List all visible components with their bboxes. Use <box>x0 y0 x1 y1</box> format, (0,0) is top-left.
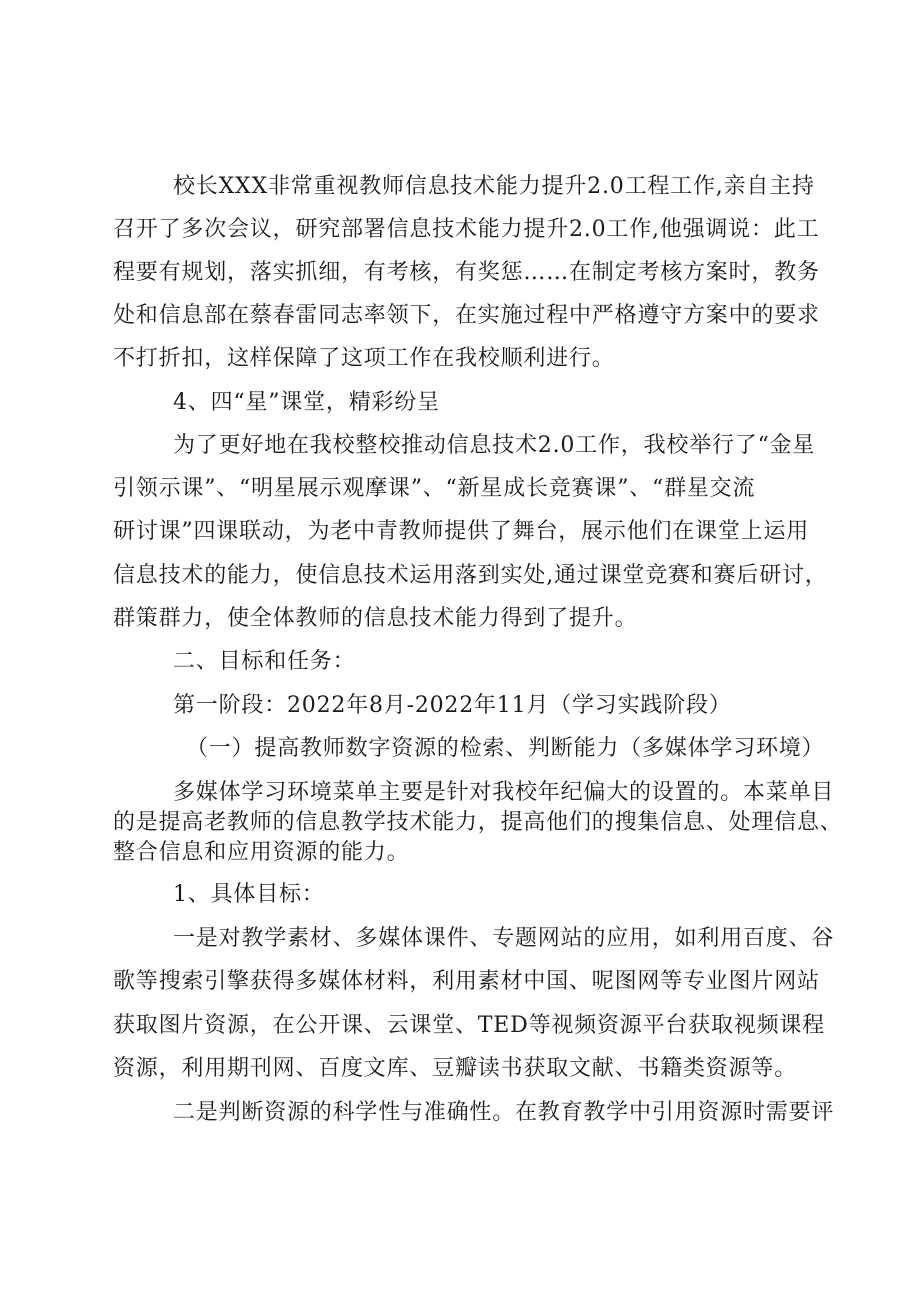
subsection-heading: （一）提高教师数字资源的检索、判断能力（多媒体学习环境） <box>186 736 825 761</box>
section-heading: 4、四“星”课堂，精彩纷呈 <box>173 390 440 415</box>
paragraph-line: 研讨课”四课联动，为老中青教师提供了舞台，展示他们在课堂上运用 <box>113 519 810 544</box>
section-heading: 二、目标和任务： <box>173 649 356 674</box>
section-heading: 1、具体目标： <box>173 882 325 907</box>
phase-line: 第一阶段：2022年8月-2022年11月（学习实践阶段） <box>173 693 732 718</box>
paragraph-line: 群策群力，使全体教师的信息技术能力得到了提升。 <box>113 606 638 631</box>
paragraph-line: 引领示课”、“明星展示观摩课”、“新星成长竞赛课”、“群星交流 <box>113 476 756 501</box>
paragraph-line: 信息技术的能力，使信息技术运用落到实处,通过课堂竞赛和赛后研讨， <box>113 563 828 588</box>
paragraph-line: 一是对教学素材、多媒体课件、专题网站的应用，如利用百度、谷 <box>173 926 835 951</box>
paragraph-line: 为了更好地在我校整校推动信息技术2.0工作，我校举行了“金星 <box>173 433 816 458</box>
paragraph-line: 的是提高老教师的信息教学技术能力，提高他们的搜集信息、处理信息、 <box>113 810 843 835</box>
paragraph-line: 召开了多次会议，研究部署信息技术能力提升2.0工作,他强调说：此工 <box>113 217 820 242</box>
paragraph-line: 程要有规划，落实抓细，有考核，有奖惩……在制定考核方案时，教务 <box>113 260 820 285</box>
paragraph-line: 多媒体学习环境菜单主要是针对我校年纪偏大的设置的。本菜单目 <box>173 780 835 805</box>
paragraph-line: 获取图片资源，在公开课、云课堂、TED等视频资源平台获取视频课程 <box>113 1013 825 1038</box>
paragraph-line: 二是判断资源的科学性与准确性。在教育教学中引用资源时需要评 <box>173 1100 835 1125</box>
paragraph-line: 不打折扣，这样保障了这项工作在我校顺利进行。 <box>113 346 615 371</box>
paragraph-line: 资源，利用期刊网、百度文库、豆瓣读书获取文献、书籍类资源等。 <box>113 1056 798 1081</box>
paragraph-line: 校长XXX非常重视教师信息技术能力提升2.0工程工作,亲自主持 <box>173 174 815 199</box>
paragraph-line: 处和信息部在蔡春雷同志率领下，在实施过程中严格遵守方案中的要求 <box>113 303 820 328</box>
paragraph-line: 整合信息和应用资源的能力。 <box>113 840 410 865</box>
paragraph-line: 歌等搜索引擎获得多媒体材料，利用素材中国、呢图网等专业图片网站 <box>113 969 820 994</box>
